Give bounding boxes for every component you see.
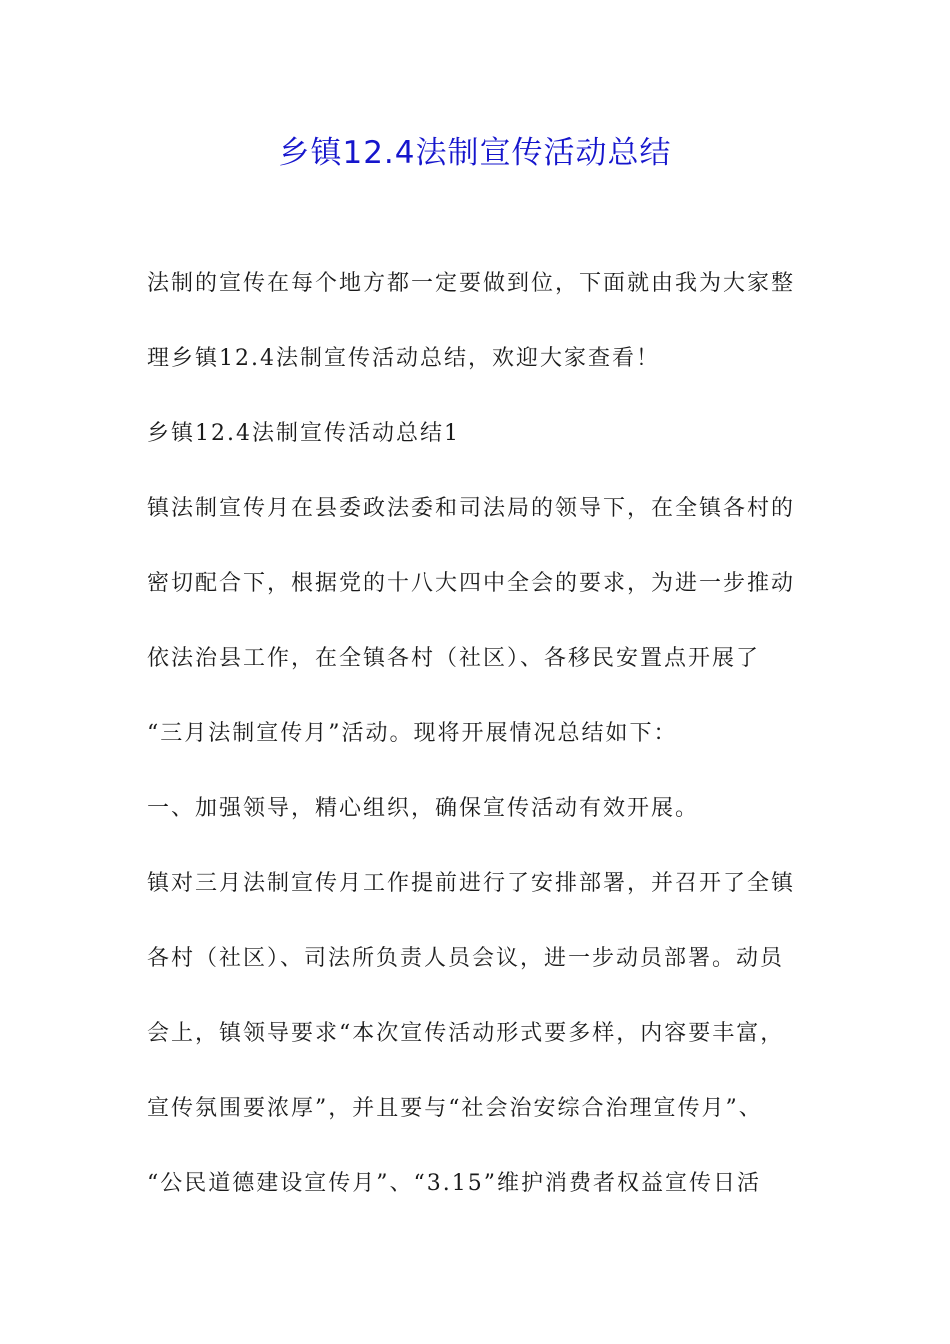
text-line: 理乡镇12.4法制宣传活动总结，欢迎大家查看！ xyxy=(147,346,660,371)
text-line: “三月法制宣传月”活动。现将开展情况总结如下： xyxy=(147,721,678,746)
text-line: 镇对三月法制宣传月工作提前进行了安排部署，并召开了全镇 xyxy=(147,871,796,896)
subsection-heading: 一、加强领导，精心组织，确保宣传活动有效开展。 xyxy=(147,796,700,821)
section-heading: 乡镇12.4法制宣传活动总结1 xyxy=(147,421,460,446)
text-line: “公民道德建设宣传月”、“3.15”维护消费者权益宣传日活 xyxy=(147,1171,761,1196)
text-line: 会上，镇领导要求“本次宣传活动形式要多样，内容要丰富， xyxy=(147,1021,785,1046)
text-line: 法制的宣传在每个地方都一定要做到位，下面就由我为大家整 xyxy=(147,271,796,296)
text-line: 各村（社区）、司法所负责人员会议，进一步动员部署。动员 xyxy=(147,946,785,971)
document-title: 乡镇12.4法制宣传活动总结 xyxy=(278,135,672,171)
text-line: 宣传氛围要浓厚”，并且要与“社会治安综合治理宣传月”、 xyxy=(147,1096,763,1121)
text-line: 依法治县工作，在全镇各村（社区）、各移民安置点开展了 xyxy=(147,646,761,671)
text-line: 密切配合下，根据党的十八大四中全会的要求，为进一步推动 xyxy=(147,571,796,596)
text-line: 镇法制宣传月在县委政法委和司法局的领导下，在全镇各村的 xyxy=(147,496,796,521)
